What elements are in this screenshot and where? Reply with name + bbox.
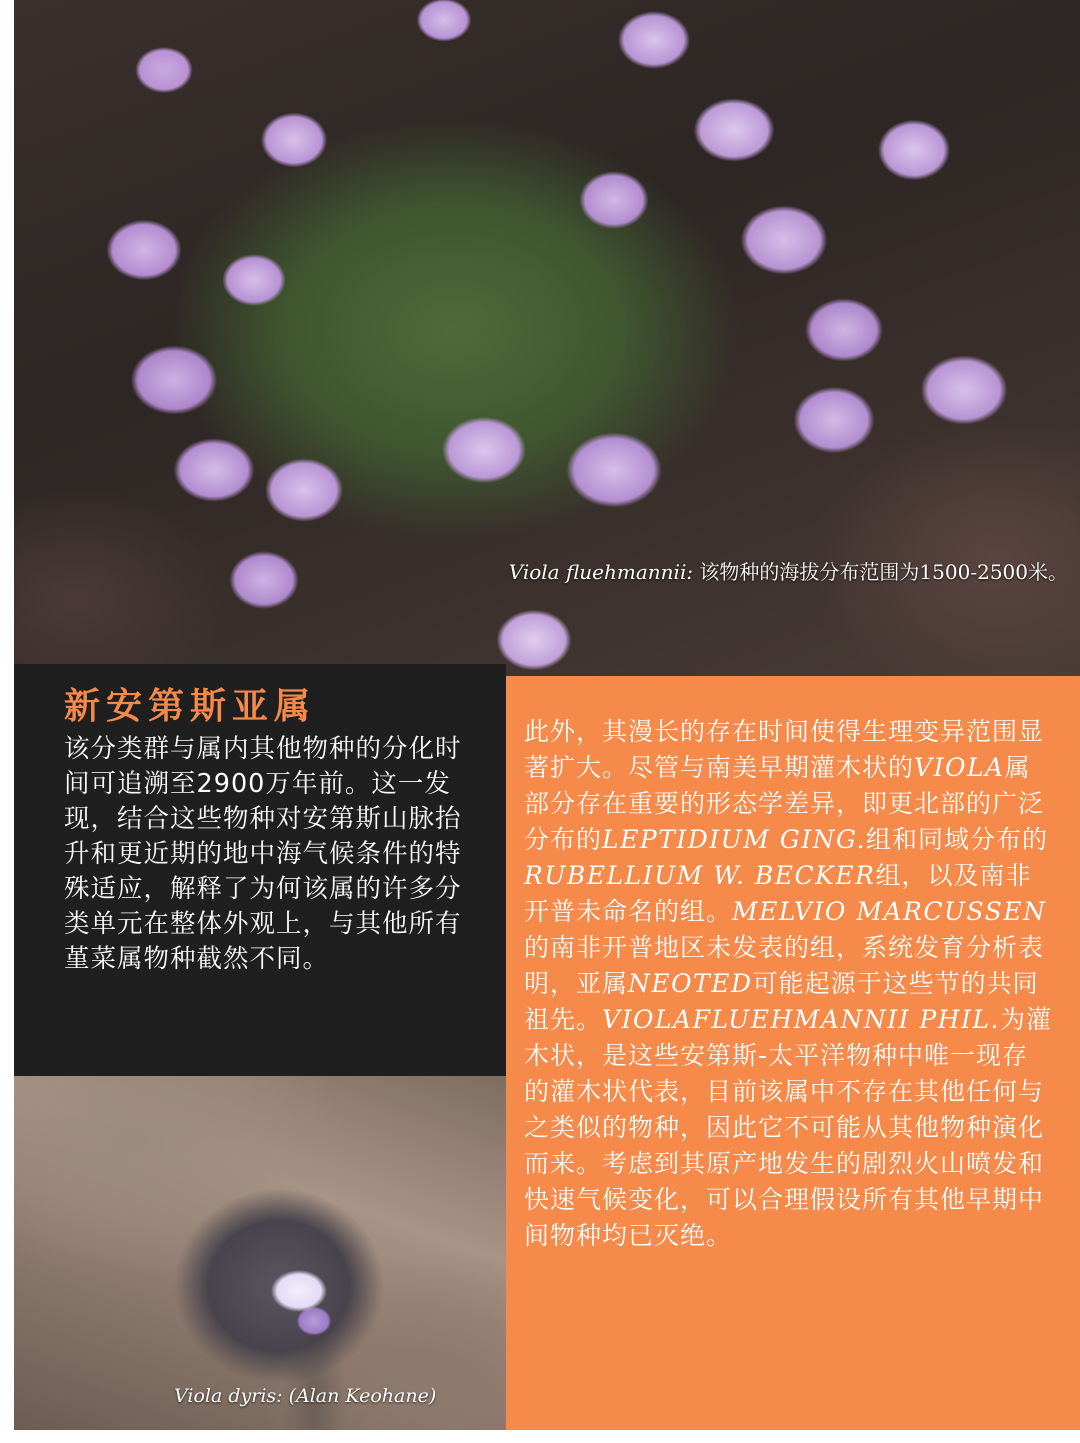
text-segment: 组和同域分布的 xyxy=(866,825,1049,854)
latin-name: NEOTED xyxy=(628,969,753,998)
viola-dyris-photo xyxy=(14,1076,506,1430)
latin-name: MELVIO MARCUSSEN xyxy=(732,897,1047,926)
genus-intro-panel xyxy=(14,664,506,1076)
text-segment: 为灌木状，是这些安第斯-太平洋物种中唯一现存的灌木状代表，目前该属中不存在其他任何与之类似的物种，因此它不可能从其他物种演化而来。考虑到其原产地发生的剧烈火山喷发和快速气候变化，可以合理假设所有其他早期中间物种均已灭绝。 xyxy=(524,1005,1052,1250)
latin-name: VIOLAFLUEHMANNII PHIL. xyxy=(602,1005,1000,1034)
text-segment: 属部分存在重要的形态学差异，即更北部的广泛分布的 xyxy=(524,753,1045,854)
evolution-paragraph xyxy=(524,714,1054,1254)
caption-species-name: Viola fluehmannii: xyxy=(508,560,694,584)
top-photo-caption xyxy=(509,556,1068,585)
caption-altitude-text: 该物种的海拔分布范围为1500-2500米。 xyxy=(693,560,1068,584)
text-segment: 可能起源于这些节的共同祖先。 xyxy=(524,969,1039,1034)
text-segment: 此外，其漫长的存在时间使得生理变异范围显著扩大。尽管与南美早期灌木状的 xyxy=(524,717,1045,782)
text-segment: 组，以及南非开普未命名的组。 xyxy=(524,861,1032,926)
latin-name: RUBELLIUM W. BECKER xyxy=(524,861,876,890)
text-segment: 的南非开普地区未发表的组，系统发育分析表明，亚属 xyxy=(524,933,1045,998)
bottom-photo-caption: Viola dyris: (Alan Keohane) xyxy=(174,1385,437,1407)
page-bottom-margin xyxy=(0,1430,1080,1443)
latin-name: VIOLA xyxy=(914,753,1005,782)
section-title: 新安第斯亚属 xyxy=(64,686,317,727)
latin-name: LEPTIDIUM GING. xyxy=(602,825,867,854)
intro-paragraph: 该分类群与属内其他物种的分化时间可追溯至2900万年前。这一发现，结合这些物种对安第斯山脉抬升和更近期的地中海气候条件的特殊适应，解释了为何该属的许多分类单元在整体外观上，与其他所有堇菜属物种截然不同。 xyxy=(64,734,462,974)
viola-fluehmannii-photo xyxy=(14,0,1080,676)
evolution-text-panel xyxy=(506,676,1080,1430)
